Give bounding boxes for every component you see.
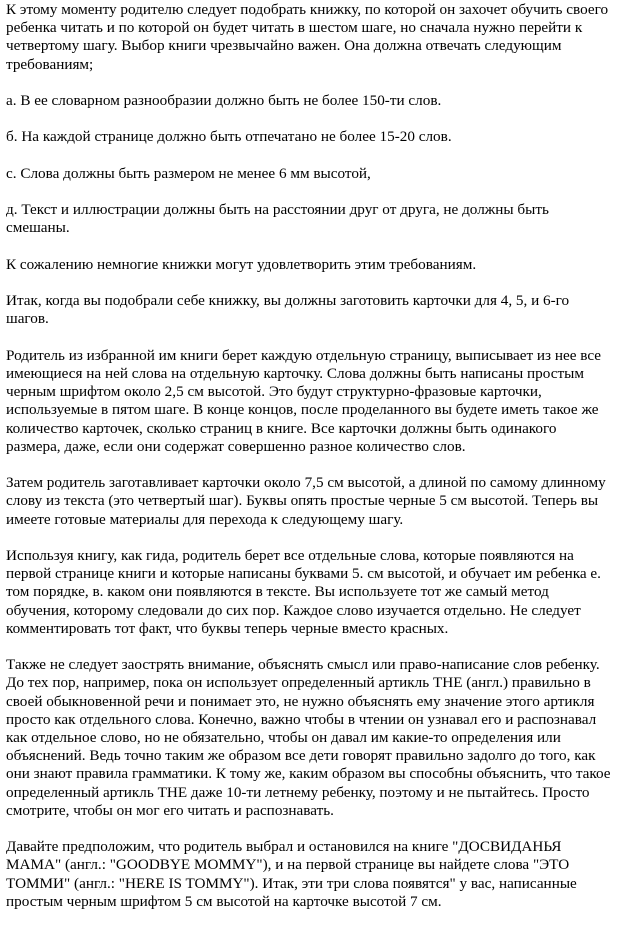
paragraph-intro: К этому моменту родителю следует подобрать книжку, по которой он захочет обучить своего ребенка читать и по которой он будет читать в шестом шаге, но сначала нужно перейти к четвертому шагу. Выбор книги чрезвычайно важен. Она должна отвечать следующим требованиям; [6, 1, 609, 73]
requirement-a: а. В ее словарном разнообразии должно быть не более 150-ти слов. [6, 92, 442, 109]
paragraph-cards-prep: Итак, когда вы подобрали себе книжку, вы должны заготовить карточки для 4, 5, и 6-го шагов. [6, 292, 570, 328]
requirement-c: с. Слова должны быть размером не менее 6 мм высотой, [6, 164, 371, 182]
requirement-b: б. На каждой странице должно быть отпечатано не более 15-20 слов. [6, 128, 452, 146]
paragraph-phrase-cards: Родитель из избранной им книги берет каждую отдельную страницу, выписывает из нее все имеющиеся на ней слова на отдельную карточку. Слова должны быть написаны простым черным шрифтом около 2,5 см высотой. Это будут структурно-фразовые карточки, используемые в пятом шаге. В конце концов, после проделанного вы будете иметь такое же количество карточек, сколько страниц в книге. Все карточки должны быть одинакого размера, даже, если они содержат совершенно разное количество слов. [6, 346, 602, 455]
paragraph-regret: К сожалению немногие книжки могут удовлетворить этим требованиям. [6, 255, 477, 273]
paragraph-word-cards: Затем родитель заготавливает карточки около 7,5 см высотой, а длиной по самому длинному слову из текста (это четвертый шаг). Буквы опять простые черные 5 см высотой. Теперь вы имеете готовые материалы для перехода к следующему шагу. [6, 474, 606, 528]
requirement-d: д. Текст и иллюстрации должны быть на расстоянии друг от друга, не должны быть смешаны. [6, 201, 549, 237]
paragraph-teaching-method: Используя книгу, как гида, родитель берет все отдельные слова, которые появляются на первой странице книги и которые написаны буквами 5. см высотой, и обучает им ребенка е. том порядке, в. каком они появляются в тексте. Вы используете тот же самый метод обучения, которому следовали до сих пор. Каждое слово изучается отдельно. Не следует комментировать тот факт, что буквы теперь черные вместо красных. [6, 546, 601, 637]
paragraph-example-book: Давайте предположим, что родитель выбрал и остановился на книге "ДОСВИДАНЬЯ МАМА" (англ.: "GOODBYE MOMMY"), и на первой странице вы найдете слова "ЭТО ТОММИ" (англ.: "HERE IS TOMMY"). Итак, эти три слова появятся" у вас, написанные простым черным шрифтом 5 см высотой на карточке высотой 7 см. [6, 838, 577, 910]
paragraph-grammar: Также не следует заострять внимание, объяснять смысл или право-написание слов ребенку. До тех пор, например, пока он использует определенный артикль THE (англ.) правильно в своей обыкновенной речи и понимает это, не нужно объяснять ему значение этого артикля просто как отдельного слова. Конечно, важно чтобы в чтении он узнавал его и распознавал как отдельное слово, но не обязательно, чтобы он давал им какие-то определения или объяснений. Ведь точно таким же образом все дети говорят правильно задолго до того, как они знают правила грамматики. К тому же, каким образом вы способны объяснить, что такое определенный артикль THE даже 10-ти летнему ребенку, поэтому и не пытайтесь. Просто смотрите, чтобы он мог его читать и распознавать. [6, 656, 611, 819]
